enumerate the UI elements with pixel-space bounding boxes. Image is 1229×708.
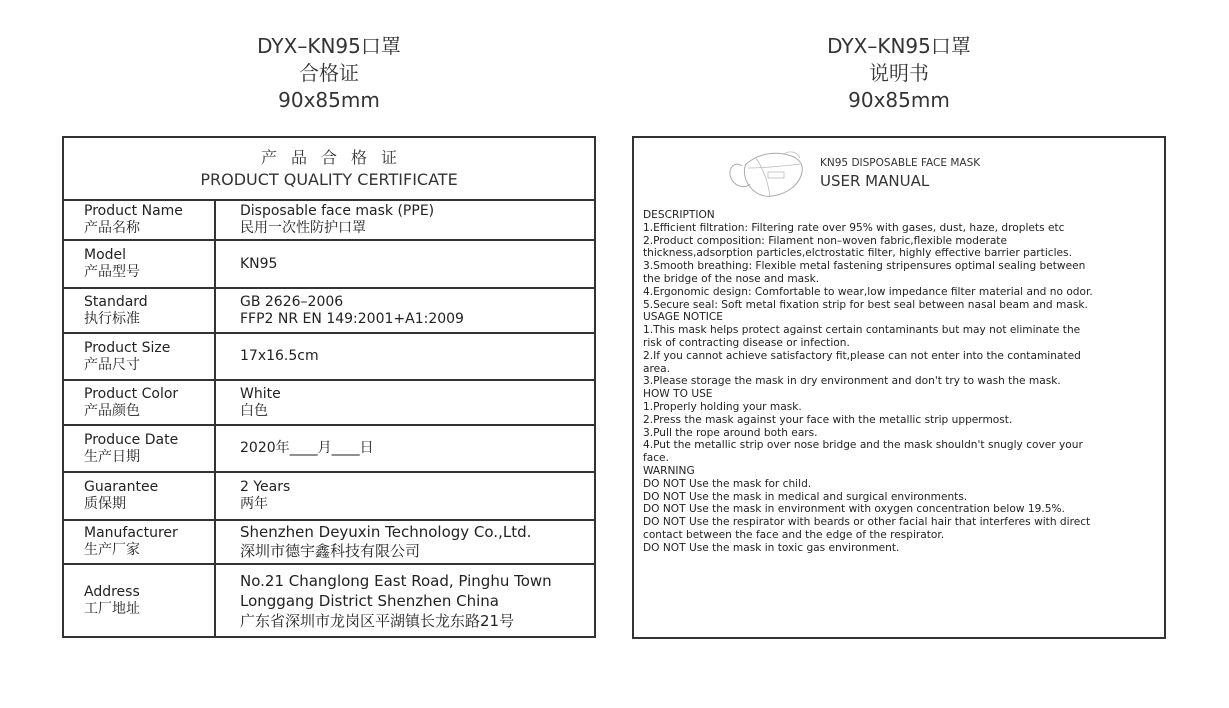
cert-value: [216, 381, 594, 424]
manual-line: thickness,adsorption particles,elctrostatic filter, highly effective barrier particles.: [643, 247, 1072, 260]
cert-row-model: [64, 241, 594, 289]
certificate-title-en: PRODUCT QUALITY CERTIFICATE: [200, 170, 458, 189]
cert-row-product-name: [64, 201, 594, 241]
cert-label-en: Produce Date: [84, 431, 179, 448]
cert-label: [64, 565, 216, 636]
certificate-heading-line3: 90x85mm: [278, 88, 380, 112]
cert-value-line: 民用一次性防护口罩: [240, 220, 366, 236]
cert-label-cn: 产品名称: [84, 220, 140, 236]
cert-label-en: Model: [84, 247, 127, 263]
manual-line: DO NOT Use the mask for child.: [643, 477, 812, 490]
certificate-heading: [62, 33, 596, 114]
cert-value-line: 17x16.5cm: [240, 348, 319, 364]
cert-value: [216, 201, 594, 239]
certificate-title: [64, 138, 594, 201]
cert-label: [64, 381, 216, 424]
cert-label: [64, 201, 216, 239]
cert-value-line: GB 2626–2006: [240, 293, 344, 310]
cert-label-cn: 生产日期: [84, 448, 140, 465]
manual-heading-line2: 说明书: [869, 61, 929, 85]
cert-value-line: 深圳市德宇鑫科技有限公司: [240, 542, 421, 560]
cert-label-cn: 产品颜色: [84, 402, 140, 419]
cert-label-en: Guarantee: [84, 479, 159, 495]
manual-line: DO NOT Use the mask in medical and surgical environments.: [643, 490, 968, 503]
cert-label-cn: 产品尺寸: [84, 356, 140, 373]
manual-heading-line3: 90x85mm: [848, 88, 950, 112]
cert-label-cn: 产品型号: [84, 264, 140, 280]
cert-value-line: White: [240, 385, 281, 402]
manual-line: 5.Secure seal: Soft metal fixation strip for best seal between nasal beam and mask.: [643, 298, 1088, 311]
manual-line: DO NOT Use the mask in toxic gas environment.: [643, 541, 900, 554]
cert-row-product-color: [64, 381, 594, 426]
cert-row-address: [64, 565, 594, 636]
manual-line: area.: [643, 362, 670, 375]
cert-value-line: KN95: [240, 255, 278, 272]
cert-label-cn: 质保期: [84, 496, 126, 512]
certificate-title-cn: 产品合格证: [260, 148, 411, 167]
manual-line: 4.Put the metallic strip over nose bridge and the mask shouldn't snugly cover your: [643, 439, 1083, 452]
cert-label: [64, 289, 216, 332]
cert-label-cn: 生产厂家: [84, 542, 140, 558]
manual-heading-line1: DYX–KN95口罩: [827, 34, 971, 58]
cert-value-line: 白色: [240, 402, 268, 419]
cert-value-line: Longgang District Shenzhen China: [240, 591, 499, 610]
cert-value: [216, 565, 594, 636]
quality-certificate: [62, 136, 596, 638]
manual-title: USER MANUAL: [820, 172, 930, 190]
certificate-heading-line1: DYX–KN95口罩: [257, 34, 401, 58]
cert-label: [64, 473, 216, 519]
cert-value-line: 两年: [240, 496, 268, 512]
manual-line: DO NOT Use the respirator with beards or other facial hair that interferes with direct: [643, 516, 1091, 529]
manual-line: 1.Efficient filtration: Filtering rate over 95% with gases, dust, haze, droplets etc: [643, 221, 1065, 234]
cert-value-line: 广东省深圳市龙岗区平湖镇长龙东路21号: [240, 611, 515, 630]
manual-line: WARNING: [643, 464, 695, 477]
manual-line: 1.This mask helps protect against certain contaminants but may not eliminate the: [643, 324, 1081, 337]
manual-header: [634, 138, 1164, 208]
cert-value: [216, 289, 594, 332]
manual-line: 3.Smooth breathing: Flexible metal fastening stripensures optimal sealing between: [643, 260, 1086, 273]
manual-line: the bridge of the nose and mask.: [643, 272, 820, 285]
manual-line: risk of contracting disease or infection.: [643, 336, 850, 349]
cert-label-en: Standard: [84, 293, 148, 310]
cert-label-cn: 执行标准: [84, 310, 140, 327]
manual-line: HOW TO USE: [643, 388, 713, 401]
certificate-heading-line2: 合格证: [299, 61, 359, 85]
cert-row-standard: [64, 289, 594, 334]
manual-line: 2.If you cannot achieve satisfactory fit,please can not enter into the contaminated: [643, 349, 1081, 362]
manual-line: 3.Please storage the mask in dry environment and don't try to wash the mask.: [643, 375, 1061, 388]
cert-row-product-size: [64, 334, 594, 381]
cert-value-line: 2 Years: [240, 479, 291, 495]
user-manual: [632, 136, 1166, 639]
cert-label: [64, 426, 216, 471]
manual-heading: [632, 33, 1166, 114]
cert-value-line: Shenzhen Deyuxin Technology Co.,Ltd.: [240, 523, 532, 541]
cert-value: [216, 241, 594, 287]
cert-row-manufacturer: [64, 521, 594, 565]
cert-row-produce-date: [64, 426, 594, 473]
cert-label: [64, 334, 216, 379]
mask-icon: [724, 146, 810, 202]
cert-label-en: Product Name: [84, 203, 183, 219]
cert-label: [64, 241, 216, 287]
cert-label-cn: 工厂地址: [84, 600, 140, 617]
cert-value: [216, 521, 594, 563]
manual-line: DESCRIPTION: [643, 209, 715, 221]
manual-body: [643, 209, 1158, 555]
manual-line: 2.Product composition: Filament non–woven fabric,flexible moderate: [643, 234, 1007, 247]
manual-line: 3.Pull the rope around both ears.: [643, 426, 818, 439]
manual-subtitle: KN95 DISPOSABLE FACE MASK: [820, 157, 981, 169]
cert-label: [64, 521, 216, 563]
cert-value: [216, 334, 594, 379]
manual-line: USAGE NOTICE: [643, 311, 723, 324]
manual-line: contact between the face and the edge of the respirator.: [643, 528, 945, 541]
cert-value-line: Disposable face mask (PPE): [240, 203, 435, 219]
cert-value: [216, 426, 594, 471]
manual-line: 2.Press the mask against your face with the metallic strip uppermost.: [643, 413, 1013, 426]
cert-value-line: FFP2 NR EN 149:2001+A1:2009: [240, 310, 464, 327]
cert-label-en: Product Color: [84, 385, 179, 402]
manual-line: 4.Ergonomic design: Comfortable to wear,low impedance filter material and no odor.: [643, 285, 1093, 298]
cert-label-en: Address: [84, 583, 140, 600]
cert-label-en: Product Size: [84, 339, 171, 356]
manual-line: DO NOT Use the mask in environment with oxygen concentration below 19.5%.: [643, 503, 1065, 516]
manual-line: face.: [643, 452, 669, 465]
cert-value-line: No.21 Changlong East Road, Pinghu Town: [240, 571, 552, 590]
cert-row-guarantee: [64, 473, 594, 521]
manual-line: 1.Properly holding your mask.: [643, 400, 802, 413]
cert-value-line: 2020年____月____日: [240, 440, 374, 456]
cert-value: [216, 473, 594, 519]
cert-label-en: Manufacturer: [84, 525, 178, 541]
